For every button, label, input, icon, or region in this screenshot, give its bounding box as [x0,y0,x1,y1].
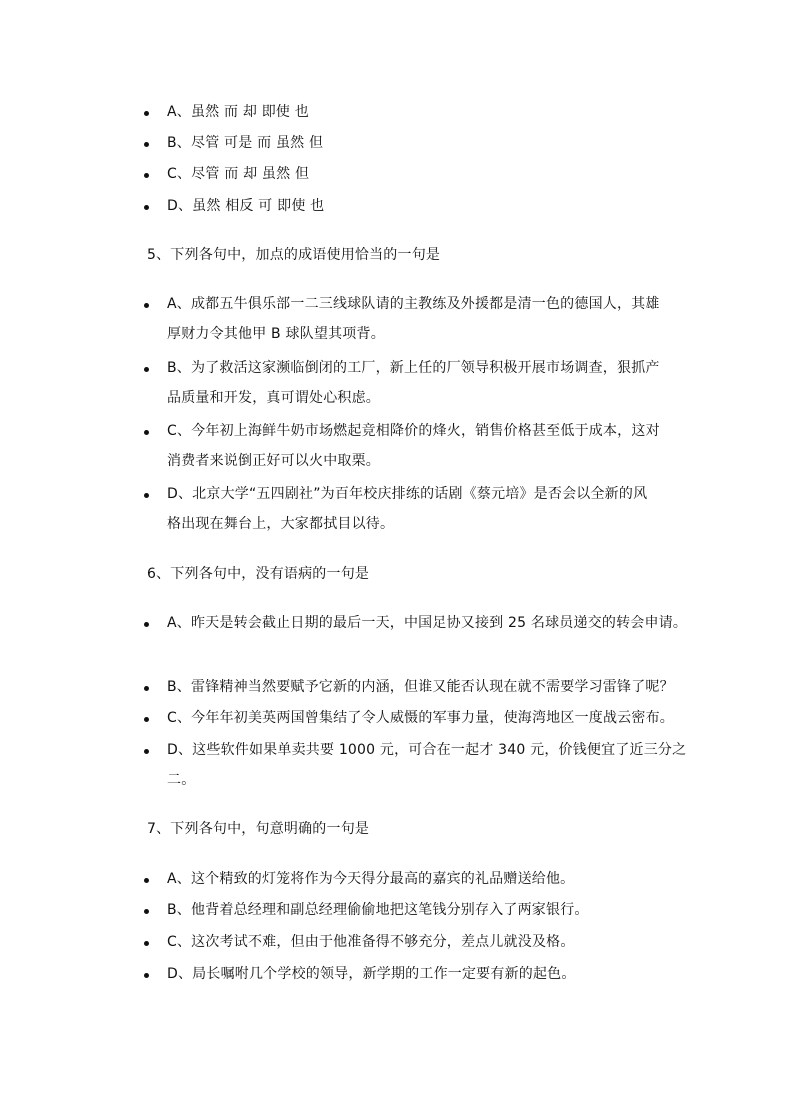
q5-option-c-line2: 消费者来说倒正好可以火中取栗。 [167,453,380,469]
q4-option-d: D、虽然 相反 可 即使 也 [167,198,325,214]
q6-option-a: A、昨天是转会截止日期的最后一天，中国足协又接到 25 名球员递交的转会申请。 [167,615,688,631]
q4-option-a: A、虽然 而 却 即使 也 [167,104,309,120]
q6-option-b: B、雷锋精神当然要赋予它新的内涵，但谁又能否认现在就不需要学习雷锋了呢？ [167,679,674,695]
bullet-icon [144,142,149,147]
q6-option-d-line1: D、这些软件如果单卖共要 1000 元，可合在一起才 340 元，价钱便宜了近三分之 [167,742,687,758]
bullet-icon [144,367,149,372]
bullet-icon [144,878,149,883]
bullet-icon [144,303,149,308]
q6-option-d-line2: 二。 [167,772,196,788]
q5-option-b-line1: B、为了救活这家濒临倒闭的工厂，新上任的厂领导积极开展市场调查，狠抓产 [167,360,660,376]
bullet-icon [144,111,149,116]
q6-title: 6、下列各句中，没有语病的一句是 [147,566,370,582]
q4-option-b: B、尽管 可是 而 虽然 但 [167,135,324,151]
q6-option-c: C、今年年初美英两国曾集结了令人威慑的军事力量，使海湾地区一度战云密布。 [167,710,674,726]
q7-option-c: C、这次考试不难，但由于他准备得不够充分，差点儿就没及格。 [167,934,575,950]
bullet-icon [144,493,149,498]
q5-option-b-line2: 品质量和开发，真可谓处心积虑。 [167,390,380,406]
q7-option-a: A、这个精致的灯笼将作为今天得分最高的嘉宾的礼品赠送给他。 [167,871,575,887]
bullet-icon [144,909,149,914]
bullet-icon [144,205,149,210]
q5-option-d-line2: 格出现在舞台上，大家都拭目以待。 [167,516,395,532]
bullet-icon [144,973,149,978]
bullet-icon [144,686,149,691]
bullet-icon [144,717,149,722]
q7-option-b: B、他背着总经理和副总经理偷偷地把这笔钱分别存入了两家银行。 [167,902,589,918]
bullet-icon [144,622,149,627]
q5-option-c-line1: C、今年初上海鲜牛奶市场燃起竞相降价的烽火，销售价格甚至低于成本，这对 [167,423,660,439]
q5-option-a-line1: A、成都五牛俱乐部一二三线球队请的主教练及外援都是清一色的德国人，其雄 [167,296,660,312]
q4-option-c: C、尽管 而 却 虽然 但 [167,166,310,182]
bullet-icon [144,173,149,178]
bullet-icon [144,941,149,946]
q5-option-d-line1: D、北京大学“五四剧社”为百年校庆排练的话剧《蔡元培》是否会以全新的风 [167,486,648,502]
bullet-icon [144,749,149,754]
q5-option-a-line2: 厚财力令其他甲 B 球队望其项背。 [167,326,385,342]
q7-option-d: D、局长嘱咐几个学校的领导，新学期的工作一定要有新的起色。 [167,966,576,982]
bullet-icon [144,430,149,435]
q5-title: 5、下列各句中，加点的成语使用恰当的一句是 [147,247,441,263]
q7-title: 7、下列各句中，句意明确的一句是 [147,821,370,837]
